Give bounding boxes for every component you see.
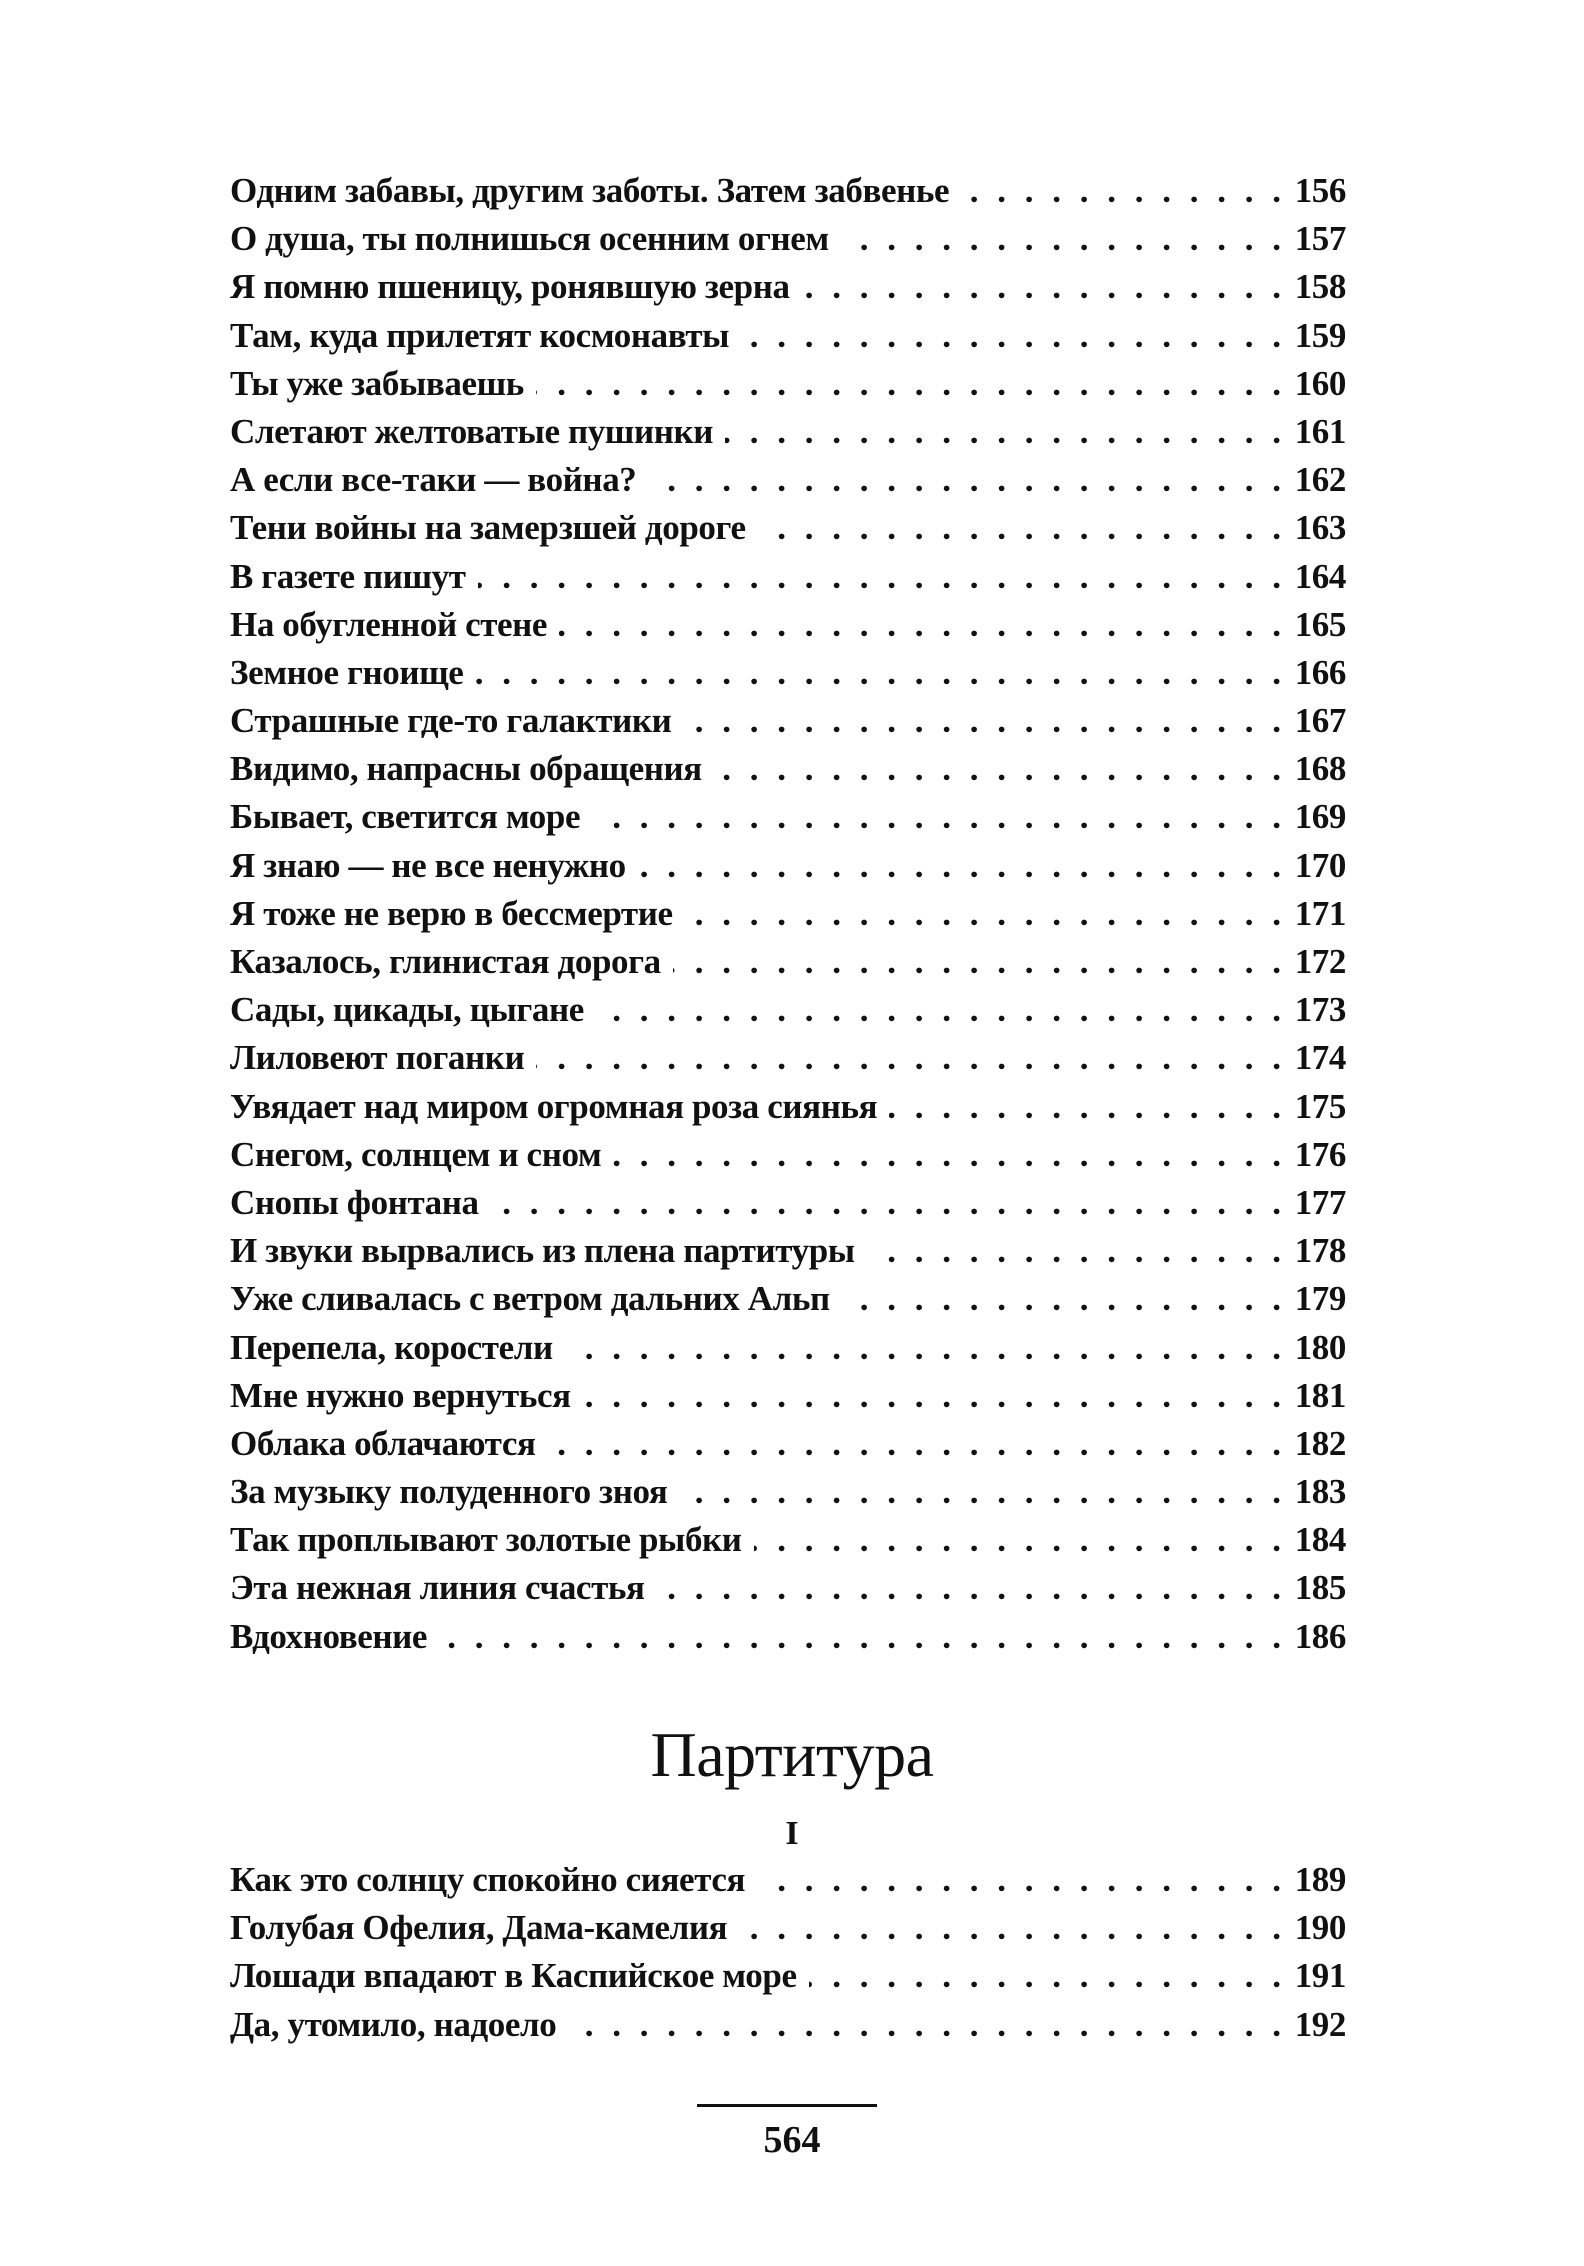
toc-entry — [230, 460, 1346, 508]
table-of-contents — [230, 171, 1346, 1665]
toc-leader-dots — [757, 1860, 1286, 1900]
toc-entry-title: Увядает над миром огромная роза сиянья — [230, 1086, 878, 1126]
toc-entry — [230, 219, 1346, 267]
toc-entry-title: Лошади впадают в Каспийское море — [230, 1956, 797, 1996]
toc-leader-dots — [683, 701, 1286, 741]
toc-entry-title: О душа, ты полнишься осенним огнем — [230, 219, 829, 259]
toc-entry-title: Сады, цикады, цыгане — [230, 990, 584, 1030]
toc-entry-title: Слетают желтоватые пушинки — [230, 411, 714, 451]
toc-entry-title: Ты уже забываешь — [230, 363, 524, 403]
toc-entry-title: Там, куда прилетят космонавты — [230, 315, 730, 355]
toc-leader-dots — [638, 846, 1286, 886]
toc-leader-dots — [867, 1231, 1286, 1271]
toc-entry — [230, 846, 1346, 894]
toc-entry-page: 181 — [1294, 1375, 1346, 1415]
toc-entry-page: 178 — [1294, 1231, 1346, 1271]
toc-leader-dots — [478, 557, 1286, 597]
toc-entry-title: Бывает, светится море — [230, 797, 581, 837]
toc-entry — [230, 412, 1346, 460]
toc-leader-dots — [739, 1908, 1286, 1948]
toc-entry-title: Как это солнцу спокойно сияется — [230, 1860, 746, 1899]
toc-leader-dots — [565, 1328, 1286, 1368]
toc-entry — [230, 1956, 1346, 2004]
toc-leader-dots — [889, 1087, 1286, 1127]
toc-entry — [230, 942, 1346, 990]
toc-entry-title: Уже сливалась с ветром дальних Альп — [230, 1279, 830, 1319]
toc-entry — [230, 1231, 1346, 1279]
toc-entry — [230, 1087, 1346, 1135]
toc-leader-dots — [548, 1424, 1286, 1464]
toc-leader-dots — [439, 1617, 1286, 1657]
toc-entry-page: 172 — [1294, 942, 1346, 981]
toc-entry — [230, 2005, 1346, 2053]
toc-leader-dots — [536, 1038, 1286, 1078]
toc-entry-title: Вдохновение — [230, 1616, 428, 1656]
toc-entry-page: 163 — [1294, 508, 1346, 548]
toc-leader-dots — [714, 749, 1286, 789]
toc-leader-dots — [559, 605, 1286, 645]
toc-entry — [230, 653, 1346, 701]
toc-entry — [230, 1617, 1346, 1665]
toc-leader-dots — [657, 1568, 1286, 1608]
toc-entry-title: Тени войны на замерзшей дороге — [230, 508, 746, 548]
toc-leader-dots — [725, 412, 1286, 452]
toc-entry-page: 161 — [1294, 411, 1346, 451]
toc-entry-title: Я тоже не верю в бессмертие — [230, 893, 673, 933]
toc-entry-title: Я помню пшеницу, ронявшую зерна — [230, 267, 790, 307]
toc-entry — [230, 1908, 1346, 1956]
toc-entry-page: 158 — [1294, 267, 1346, 307]
page-number: 564 — [763, 2119, 821, 2161]
section-title: Партитура — [650, 1719, 934, 1790]
toc-entry-page: 173 — [1294, 990, 1346, 1030]
toc-entry-title: Так проплывают золотые рыбки — [230, 1520, 742, 1560]
toc-entry — [230, 316, 1346, 364]
toc-entry-title: В газете пишут — [230, 556, 466, 596]
toc-leader-dots — [536, 364, 1286, 404]
toc-leader-dots — [648, 460, 1286, 500]
toc-entry — [230, 1472, 1346, 1520]
toc-leader-dots — [802, 267, 1286, 307]
toc-entry-page: 176 — [1294, 1134, 1346, 1174]
toc-entry — [230, 894, 1346, 942]
toc-entry-page: 159 — [1294, 315, 1346, 355]
toc-leader-dots — [596, 990, 1286, 1030]
toc-entry-title: Страшные где-то галактики — [230, 701, 672, 741]
toc-entry-title: Видимо, напрасны обращения — [230, 749, 702, 789]
toc-entry-page: 184 — [1294, 1520, 1346, 1560]
toc-entry-title: Одним забавы, другим заботы. Затем забвенье — [230, 171, 950, 210]
toc-entry-page: 177 — [1294, 1182, 1346, 1222]
toc-entry-title: Снегом, солнцем и сном — [230, 1134, 602, 1174]
toc-entry-page: 156 — [1294, 171, 1346, 210]
toc-leader-dots — [613, 1135, 1286, 1175]
toc-entry-title: Я знаю — не все ненужно — [230, 845, 626, 885]
toc-entry — [230, 797, 1346, 845]
toc-entry — [230, 171, 1346, 219]
toc-entry-title: На обугленной стене — [230, 604, 548, 644]
toc-entry-page: 191 — [1294, 1956, 1346, 1996]
toc-leader-dots — [491, 1183, 1286, 1223]
toc-leader-dots — [568, 2005, 1286, 2045]
toc-entry-page: 189 — [1294, 1860, 1346, 1899]
toc-entry — [230, 1860, 1346, 1908]
toc-entry — [230, 1424, 1346, 1472]
toc-entry-page: 168 — [1294, 749, 1346, 789]
toc-entry-title: И звуки вырвались из плена партитуры — [230, 1231, 855, 1271]
toc-entry — [230, 701, 1346, 749]
toc-entry — [230, 1279, 1346, 1327]
toc-leader-dots — [961, 171, 1286, 211]
toc-entry-page: 174 — [1294, 1038, 1346, 1078]
toc-entry-page: 169 — [1294, 797, 1346, 837]
toc-entry-page: 186 — [1294, 1616, 1346, 1656]
toc-entry-page: 179 — [1294, 1279, 1346, 1319]
toc-entry — [230, 1376, 1346, 1424]
toc-entry-title: Эта нежная линия счастья — [230, 1568, 645, 1608]
toc-leader-dots — [679, 1472, 1286, 1512]
toc-entry-page: 182 — [1294, 1423, 1346, 1463]
toc-entry-page: 157 — [1294, 219, 1346, 259]
toc-leader-dots — [583, 1376, 1286, 1416]
toc-entry — [230, 749, 1346, 797]
toc-entry-page: 162 — [1294, 460, 1346, 500]
toc-entry-page: 185 — [1294, 1568, 1346, 1608]
toc-entry-page: 183 — [1294, 1472, 1346, 1512]
toc-entry — [230, 1135, 1346, 1183]
toc-leader-dots — [754, 1520, 1286, 1560]
toc-entry — [230, 605, 1346, 653]
toc-entry — [230, 508, 1346, 556]
toc-entry — [230, 1520, 1346, 1568]
toc-entry-page: 160 — [1294, 363, 1346, 403]
toc-entry-page: 167 — [1294, 701, 1346, 741]
toc-entry — [230, 364, 1346, 412]
toc-entry-page: 192 — [1294, 2004, 1346, 2044]
toc-entry-title: За музыку полуденного зноя — [230, 1472, 668, 1512]
toc-entry-page: 171 — [1294, 893, 1346, 933]
toc-entry-title: Голубая Офелия, Дама-камелия — [230, 1908, 728, 1948]
toc-entry-title: Мне нужно вернуться — [230, 1375, 571, 1415]
toc-leader-dots — [809, 1956, 1286, 1996]
toc-entry — [230, 267, 1346, 315]
toc-entry-title: Облака облачаются — [230, 1423, 536, 1463]
toc-entry-page: 166 — [1294, 652, 1346, 692]
toc-leader-dots — [592, 797, 1286, 837]
toc-entry — [230, 1568, 1346, 1616]
toc-entry — [230, 1038, 1346, 1086]
toc-entry — [230, 990, 1346, 1038]
toc-leader-dots — [673, 942, 1286, 982]
toc-entry — [230, 557, 1346, 605]
toc-entry-title: Земное гноище — [230, 652, 464, 692]
toc-entry-page: 180 — [1294, 1327, 1346, 1367]
toc-entry — [230, 1328, 1346, 1376]
toc-leader-dots — [685, 894, 1286, 934]
toc-entry-title: Казалось, глинистая дорога — [230, 942, 661, 981]
toc-entry-title: Лиловеют поганки — [230, 1038, 525, 1078]
toc-leader-dots — [758, 508, 1286, 548]
toc-entry-page: 170 — [1294, 845, 1346, 885]
footer-rule — [697, 2104, 877, 2107]
toc-leader-dots — [842, 1279, 1286, 1319]
toc-leader-dots — [475, 653, 1286, 693]
toc-entry-title: Снопы фонтана — [230, 1182, 479, 1222]
toc-entry-title: Да, утомило, надоело — [230, 2004, 557, 2044]
toc-entry-page: 190 — [1294, 1908, 1346, 1948]
subsection-number: I — [785, 1815, 799, 1852]
toc-leader-dots — [741, 316, 1286, 356]
toc-entry-title: Перепела, коростели — [230, 1327, 553, 1367]
toc-entry-title: А если все-таки — война? — [230, 460, 637, 500]
toc-entry-page: 164 — [1294, 556, 1346, 596]
toc-entry-page: 175 — [1294, 1086, 1346, 1126]
toc-entry-page: 165 — [1294, 604, 1346, 644]
section-table-of-contents — [230, 1860, 1346, 2053]
toc-leader-dots — [841, 219, 1286, 259]
toc-entry — [230, 1183, 1346, 1231]
